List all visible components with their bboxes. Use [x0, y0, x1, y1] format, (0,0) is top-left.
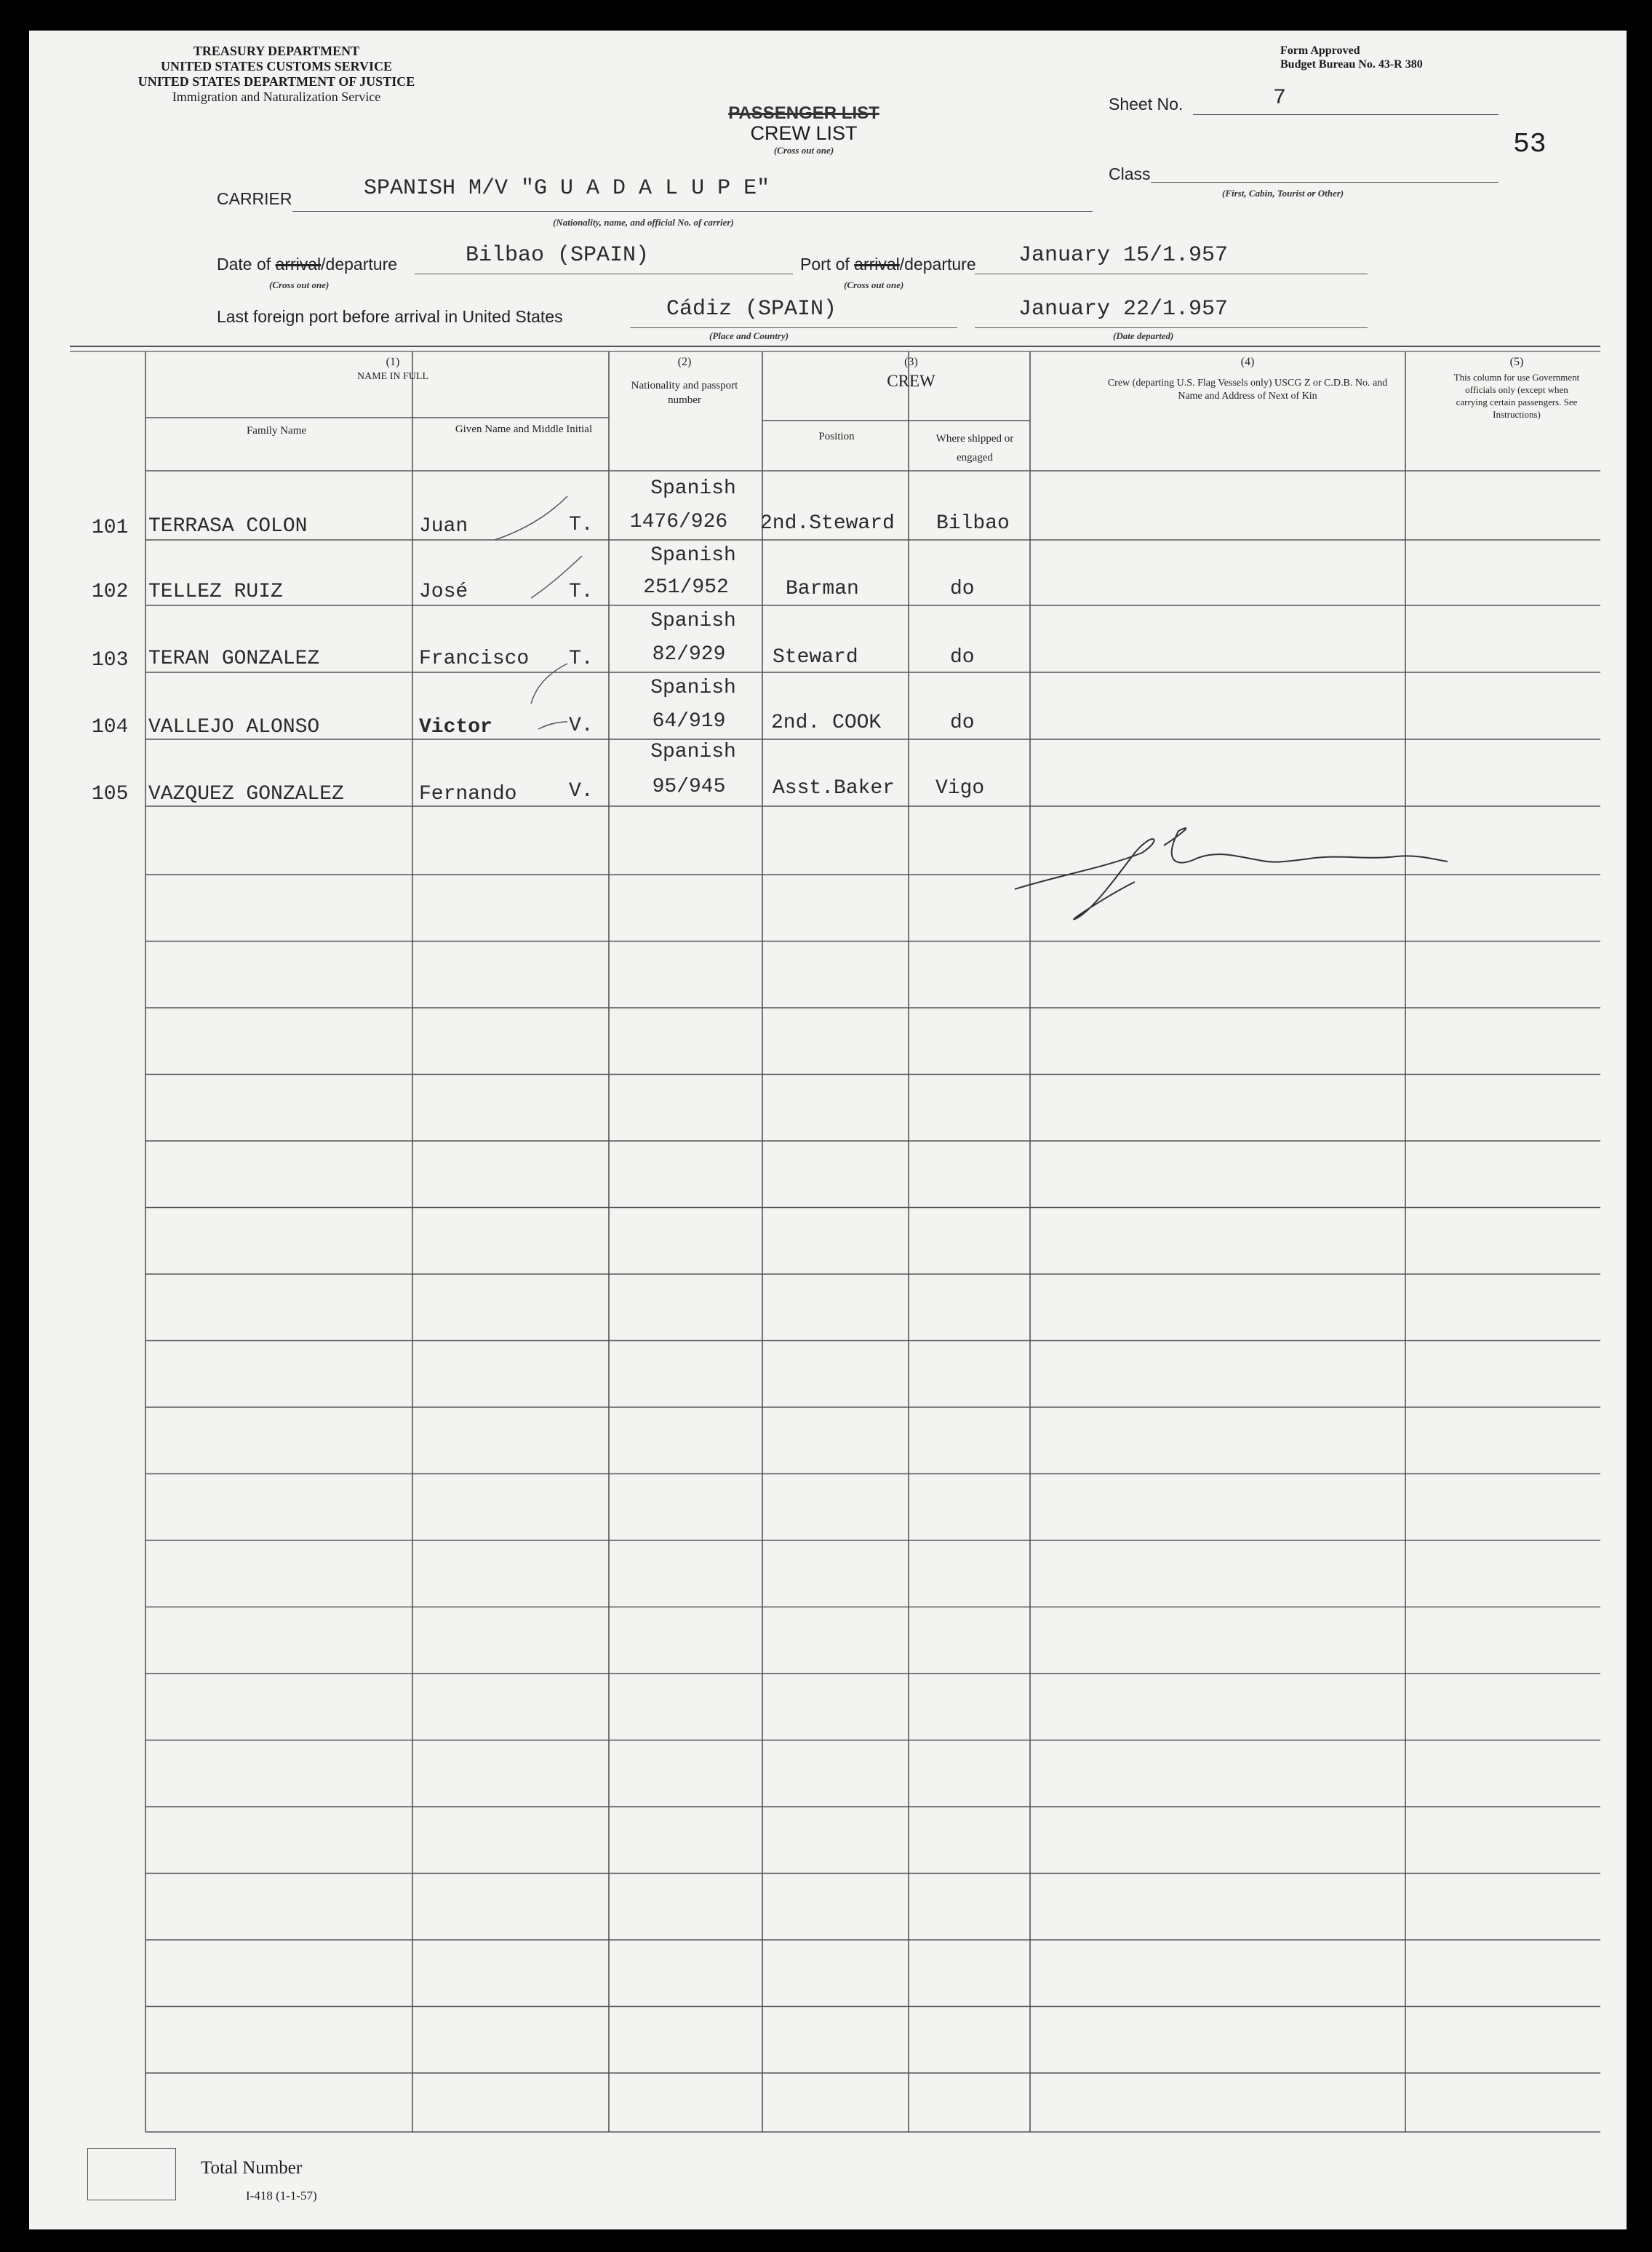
row-number: 101 — [92, 517, 129, 539]
given-name-header: Given Name and Middle Initial — [455, 423, 593, 435]
carrier-value: SPANISH M/V "G U A D A L U P E" — [364, 176, 770, 201]
agency-line: TREASURY DEPARTMENT — [193, 44, 360, 58]
family-name: VAZQUEZ GONZALEZ — [148, 783, 344, 805]
given-name: Juan — [419, 515, 468, 538]
given-name: Fernando — [419, 783, 517, 805]
middle-initial: T. — [569, 514, 594, 536]
departure-date: January 15/1.957 — [1018, 243, 1229, 268]
last-port-date: January 22/1.957 — [1018, 297, 1229, 322]
last-port-place: Cádiz (SPAIN) — [666, 297, 837, 322]
passport-number: 82/929 — [652, 643, 726, 666]
col5-title: This column for use Government officials only (except when carrying certain passengers. See Instructions) — [1453, 372, 1580, 420]
port-of-text: Port of — [800, 255, 850, 274]
position-header: Position — [818, 431, 855, 442]
title-note: (Cross out one) — [773, 145, 834, 156]
middle-initial: T. — [569, 648, 594, 670]
family-name: TELLEZ RUIZ — [148, 581, 283, 603]
form-approved-line: Form Approved — [1280, 44, 1360, 57]
crew-list-form — [29, 31, 1627, 2229]
departure-text: /departure — [321, 255, 398, 274]
agency-line: UNITED STATES DEPARTMENT OF JUSTICE — [137, 74, 415, 89]
passport-number: 251/952 — [643, 576, 729, 599]
family-name: TERRASA COLON — [148, 515, 308, 538]
col4-number: (4) — [1240, 356, 1255, 368]
row-number: 104 — [92, 716, 129, 739]
col5-number: (5) — [1509, 356, 1524, 368]
row-number: 105 — [92, 783, 129, 805]
col3-number: (3) — [904, 356, 918, 368]
check-mark — [531, 664, 567, 704]
page-number: 53 — [1513, 129, 1547, 160]
pen-marks — [29, 31, 1627, 2229]
passport-number: 64/919 — [652, 710, 726, 733]
middle-initial: V. — [569, 715, 594, 737]
nationality: Spanish — [650, 610, 736, 632]
nationality: Spanish — [650, 741, 736, 763]
where-shipped: Vigo — [935, 777, 985, 800]
given-name: Victor — [419, 716, 492, 739]
position: Barman — [786, 578, 859, 600]
agency-line: Immigration and Naturalization Service — [172, 89, 381, 104]
where-shipped: Bilbao — [936, 512, 1010, 535]
struck-arrival: arrival — [854, 255, 900, 274]
family-name: VALLEJO ALONSO — [148, 716, 320, 739]
given-name: José — [419, 581, 468, 603]
date-of-text: Date of — [217, 255, 271, 274]
nationality: Spanish — [650, 477, 736, 500]
check-mark — [495, 496, 567, 540]
agency-line: UNITED STATES CUSTOMS SERVICE — [161, 59, 392, 73]
position: Steward — [773, 646, 858, 669]
sheet-number: 7 — [1273, 86, 1287, 111]
departure-place: Bilbao (SPAIN) — [466, 243, 650, 268]
sheet-label: Sheet No. — [1109, 95, 1184, 114]
row-number: 103 — [92, 649, 129, 672]
signature — [1015, 828, 1448, 920]
row-number: 102 — [92, 581, 129, 603]
form-id: I-418 (1-1-57) — [246, 2189, 317, 2203]
col2-number: (2) — [677, 356, 692, 368]
col2-title: Nationality and passport number — [631, 380, 738, 406]
nationality: Spanish — [650, 677, 736, 699]
total-number-label: Total Number — [201, 2158, 303, 2178]
where-shipped: do — [950, 712, 975, 734]
position: 2nd. COOK — [771, 712, 882, 734]
class-note: (First, Cabin, Tourist or Other) — [1222, 188, 1344, 199]
carrier-note: (Nationality, name, and official No. of carrier) — [553, 217, 734, 228]
check-mark — [531, 556, 582, 598]
struck-arrival: arrival — [275, 255, 322, 274]
where-shipped: do — [950, 578, 975, 600]
total-number-box — [87, 2148, 176, 2200]
form-approved-line: Budget Bureau No. 43-R 380 — [1280, 58, 1423, 71]
position: 2nd.Steward — [760, 512, 895, 535]
col4-title: Crew (departing U.S. Flag Vessels only) USCG Z or C.D.B. No. and Name and Address of Next of Kin — [1107, 378, 1388, 402]
family-name: TERAN GONZALEZ — [148, 648, 320, 670]
passport-number: 1476/926 — [629, 511, 728, 533]
passport-number: 95/945 — [652, 776, 726, 798]
struck-title: PASSENGER LIST — [728, 103, 879, 123]
col3-title: CREW — [887, 372, 935, 390]
last-port-date-note: (Date departed) — [1113, 330, 1174, 341]
where-shipped: do — [950, 646, 975, 669]
where-shipped-header: Where shipped or engaged — [935, 433, 1014, 463]
family-name-header: Family Name — [246, 425, 307, 437]
form-title: CREW LIST — [750, 122, 858, 144]
nationality: Spanish — [650, 544, 736, 567]
class-label: Class — [1109, 164, 1151, 183]
position: Asst.Baker — [773, 777, 895, 800]
date-of-note: (Cross out one) — [269, 279, 330, 290]
col1-number: (1) — [386, 356, 400, 368]
carrier-label: CARRIER — [217, 189, 292, 208]
last-port-label: Last foreign port before arrival in United States — [217, 307, 563, 326]
middle-initial: V. — [569, 780, 594, 803]
given-name: Francisco — [419, 648, 530, 670]
middle-initial: T. — [569, 581, 594, 603]
departure-text: /departure — [899, 255, 976, 274]
port-of-note: (Cross out one) — [844, 279, 904, 290]
col1-title: NAME IN FULL — [357, 371, 428, 382]
check-mark — [538, 722, 567, 729]
last-port-place-note: (Place and Country) — [709, 330, 789, 341]
